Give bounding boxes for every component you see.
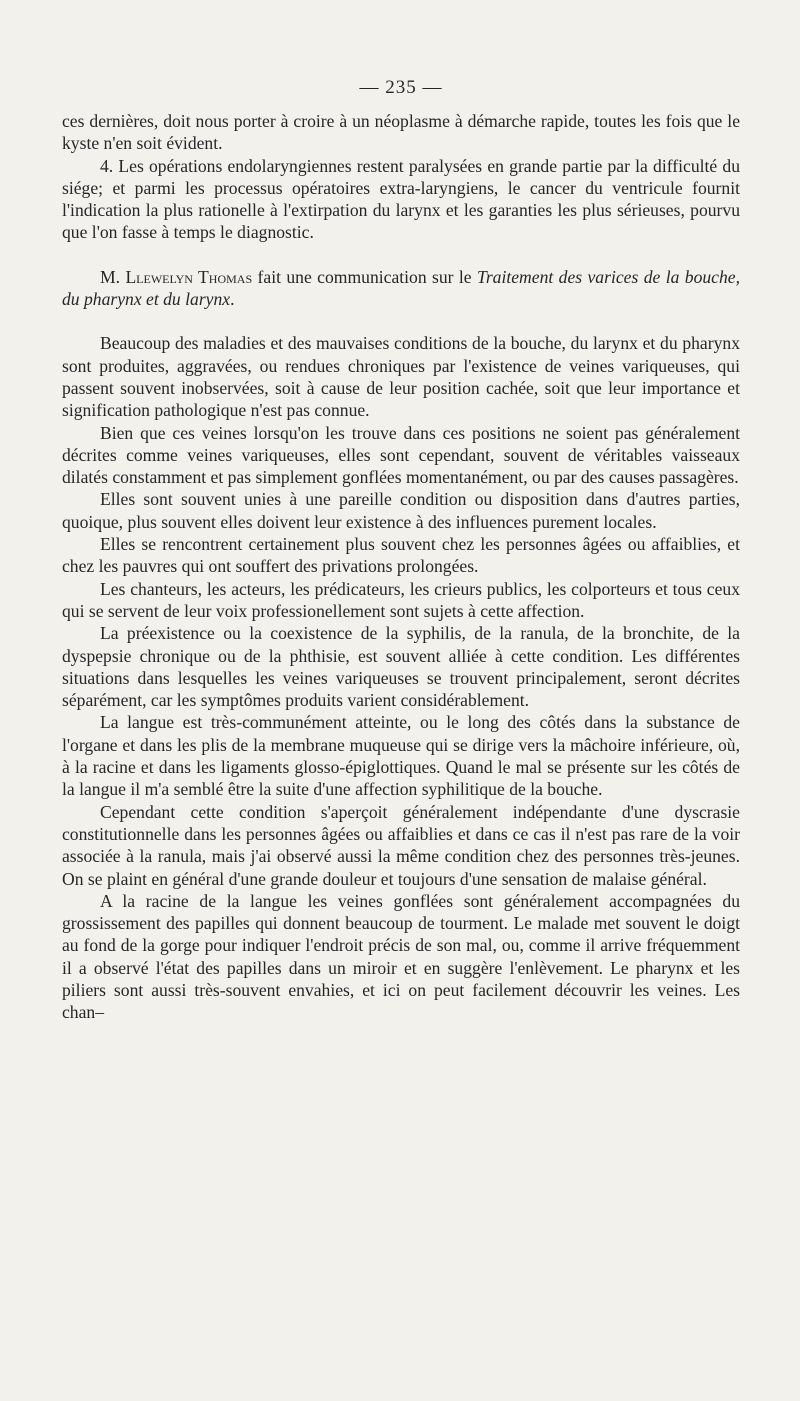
communication-announcement — [62, 266, 740, 311]
communication-suffix: . — [230, 289, 235, 310]
body-paragraph: Elles se rencontrent certainement plus souvent chez les personnes âgées ou affaiblies, et chez les pauvres qui ont souffert des privations prolongées. — [62, 534, 740, 577]
body-paragraph: Bien que ces veines lorsqu'on les trouve dans ces positions ne soient pas généralement décrites comme veines variqueuses, elles sont cependant, souvent de véritables vaisseaux dilatés constamment et pas simplement gonflées momentanément, ou par des causes passagères. — [62, 422, 740, 488]
body-paragraph: Elles sont souvent unies à une pareille condition ou disposition dans d'autres parties, quoique, plus souvent elles doivent leur existence à des influences purement locales. — [62, 489, 740, 532]
body-paragraph: Les chanteurs, les acteurs, les prédicateurs, les crieurs publics, les colporteurs et tous ceux qui se servent de leur voix professionellement sont sujets à cette affection. — [62, 578, 740, 621]
body-paragraph: A la racine de la langue les veines gonflées sont généralement accompagnées du grossissement des papilles qui donnent beaucoup de tourment. Le malade met souvent le doigt au fond de la gorge pour indiquer l'endroit précis de son mal, ou, comme il arrive fréquemment il a observé l'état des papilles dans un miroir et en suggère l'enlèvement. Le pharynx et les piliers sont aussi très-souvent envahies, et ici on peut facilement découvrir les veines. Les chan– — [62, 890, 740, 1023]
body-paragraph: La langue est très-communément atteinte, ou le long des côtés dans la substance de l'organe et dans les plis de la membrane muqueuse qui se dirige vers la mâchoire inférieure, où, à la racine et dans les ligaments glosso-épiglottiques. Quand le mal se présente sur les côtés de la langue il m'a semblé être la suite d'une affection syphilitique de la bouche. — [62, 712, 740, 800]
point-4-paragraph: 4. Les opérations endolaryngiennes restent paralysées en grande partie par la difficulté du siége; et parmi les processus opératoires extra-laryngiens, le cancer du ventricule fournit l'indication la plus rationelle à l'extirpation du larynx et les garanties les plus sérieuses, pourvu que l'on fasse à temps le diagnostic. — [62, 155, 740, 243]
communication-prefix: M. — [100, 266, 126, 287]
communication-title: Traitement des varices de la bouche, du pharynx et du larynx — [62, 266, 740, 310]
body-paragraph: Beaucoup des maladies et des mauvaises conditions de la bouche, du larynx et du pharynx sont produites, aggravées, ou rendues chroniques par l'existence de veines variqueuses, qui passent souvent inobservées, soit à cause de leur position cachée, soit que leur importance et signification pathologique n'est pas connue. — [62, 333, 740, 421]
body-text — [62, 110, 740, 1024]
page-number: — 235 — — [359, 77, 443, 98]
section-spacer — [62, 244, 740, 266]
author-name: Llewelyn Thomas — [125, 266, 253, 287]
section-spacer — [62, 310, 740, 332]
body-paragraph: La préexistence ou la coexistence de la syphilis, de la ranula, de la bronchite, de la dyspepsie chronique ou de la phthisie, est souvent alliée à cette condition. Les différentes situations dans lesquelles les veines variqueuses se trouvent principalement, seront décrites séparément, car les symptômes produits varient considérablement. — [62, 623, 740, 711]
communication-middle: fait une communication sur le — [252, 266, 478, 287]
continuation-paragraph: ces dernières, doit nous porter à croire à un néoplasme à démarche rapide, toutes les fois que le kyste n'en soit évident. — [62, 111, 740, 154]
body-paragraph: Cependant cette condition s'aperçoit généralement indépendante d'une dyscrasie constitutionnelle dans les personnes âgées ou affaiblies et dans ce cas il n'est pas rare de la voir associée à la ranula, mais j'ai observé aussi la même condition chez des personnes très-jeunes. On se plaint en général d'une grande douleur et toujours d'une sensation de malaise général. — [62, 801, 740, 889]
